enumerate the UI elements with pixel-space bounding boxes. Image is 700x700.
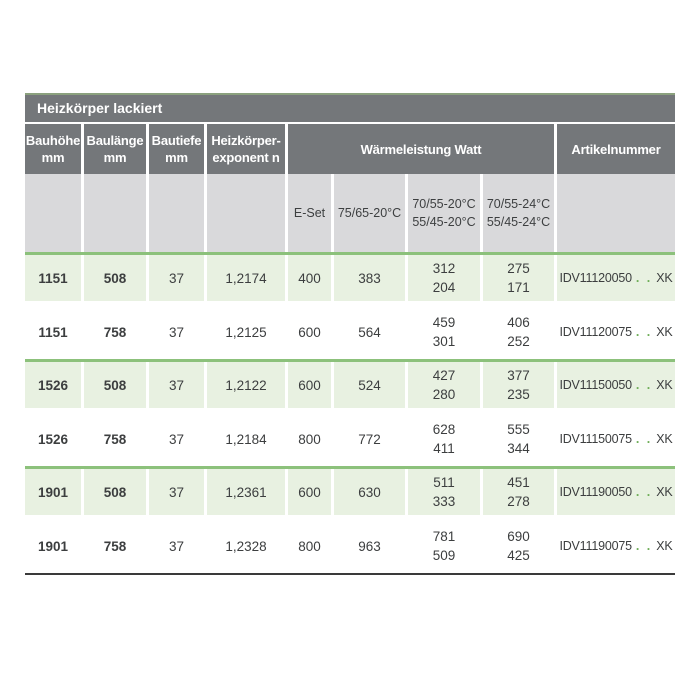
table-title: Heizkörper lackiert <box>37 100 163 116</box>
radiator-spec-table <box>25 93 675 575</box>
cell-bautiefe: 37 <box>149 362 207 408</box>
cell-bauhoehe: 1151 <box>25 255 84 301</box>
cell-artikelnummer <box>557 469 675 515</box>
header-bautiefe <box>149 124 207 174</box>
table-row <box>25 305 675 359</box>
header-exponent <box>207 124 288 174</box>
cell-bautiefe: 37 <box>149 255 207 301</box>
subheader-7055-24-line1: 70/55-24°C <box>486 197 551 211</box>
cell-eset-watt: 600 <box>288 305 334 359</box>
cell-baulaenge: 758 <box>84 305 149 359</box>
cell-watt-7055-24 <box>483 362 557 408</box>
watt-low: 425 <box>507 548 530 563</box>
cell-watt-7055-20 <box>408 519 483 573</box>
watt-high: 555 <box>507 422 530 437</box>
watt-low: 171 <box>507 280 530 295</box>
subheader-7565-label: 75/65-20°C <box>337 206 402 220</box>
cell-eset-watt: 800 <box>288 519 334 573</box>
header-bauhoehe <box>25 124 84 174</box>
cell-bauhoehe: 1526 <box>25 412 84 466</box>
subheader-eset <box>288 174 334 252</box>
header-artikelnummer-label: Artikelnummer <box>571 141 661 157</box>
watt-high: 459 <box>432 315 456 330</box>
artikel-color-dots: . . <box>635 485 653 499</box>
column-header-row <box>25 124 675 174</box>
artikel-prefix: IDV11190050 <box>559 485 632 499</box>
cell-bautiefe: 37 <box>149 469 207 515</box>
table-bottom-rule <box>25 573 675 575</box>
cell-baulaenge: 508 <box>84 255 149 301</box>
header-artikelnummer <box>557 124 675 174</box>
artikel-prefix: IDV11150050 <box>559 378 632 392</box>
cell-watt-7565: 383 <box>334 255 408 301</box>
artikel-color-dots: . . <box>635 432 653 446</box>
table-row <box>25 466 675 519</box>
header-waermeleistung <box>288 124 557 174</box>
artikel-color-dots: . . <box>635 325 653 339</box>
cell-watt-7565: 524 <box>334 362 408 408</box>
watt-high: 427 <box>432 368 456 383</box>
watt-high: 451 <box>507 475 530 490</box>
cell-watt-7055-20 <box>408 305 483 359</box>
watt-low: 411 <box>433 441 455 456</box>
cell-exponent: 1,2328 <box>207 519 288 573</box>
table-row <box>25 359 675 412</box>
subheader-empty-bauhoehe <box>25 174 84 252</box>
subheader-7565 <box>334 174 408 252</box>
header-bautiefe-unit: mm <box>165 150 188 165</box>
header-waermeleistung-label: Wärmeleistung Watt <box>360 141 482 157</box>
table-row <box>25 412 675 466</box>
watt-high: 628 <box>432 422 456 437</box>
header-exponent-line1: Heizkörper- <box>211 133 281 148</box>
watt-high: 781 <box>432 529 456 544</box>
subheader-empty-baulaenge <box>84 174 149 252</box>
watt-high: 511 <box>433 475 455 490</box>
watt-low: 204 <box>432 280 456 295</box>
cell-baulaenge: 758 <box>84 519 149 573</box>
artikel-suffix: XK <box>656 485 673 499</box>
cell-watt-7565: 963 <box>334 519 408 573</box>
cell-exponent: 1,2174 <box>207 255 288 301</box>
cell-exponent: 1,2361 <box>207 469 288 515</box>
table-row <box>25 519 675 573</box>
cell-eset-watt: 600 <box>288 469 334 515</box>
watt-low: 344 <box>507 441 530 456</box>
cell-baulaenge: 758 <box>84 412 149 466</box>
watt-low: 252 <box>507 334 530 349</box>
subheader-7055-20 <box>408 174 483 252</box>
cell-watt-7055-24 <box>483 519 557 573</box>
watt-low: 280 <box>432 387 456 402</box>
watt-low: 235 <box>507 387 530 402</box>
cell-exponent: 1,2122 <box>207 362 288 408</box>
header-baulaenge-label: Baulänge <box>86 133 144 148</box>
cell-exponent: 1,2125 <box>207 305 288 359</box>
artikel-suffix: XK <box>656 271 673 285</box>
header-exponent-line2: exponent n <box>212 150 280 165</box>
cell-eset-watt: 600 <box>288 362 334 408</box>
cell-eset-watt: 400 <box>288 255 334 301</box>
artikel-suffix: XK <box>656 432 673 446</box>
header-bauhoehe-unit: mm <box>41 150 65 165</box>
condition-subheader-row <box>25 174 675 252</box>
subheader-eset-label: E-Set <box>293 206 326 220</box>
watt-high: 312 <box>432 261 456 276</box>
artikel-color-dots: . . <box>635 378 653 392</box>
artikel-prefix: IDV11120050 <box>559 271 632 285</box>
cell-artikelnummer <box>557 412 675 466</box>
subheader-empty-exponent <box>207 174 288 252</box>
watt-high: 690 <box>507 529 530 544</box>
cell-watt-7055-24 <box>483 305 557 359</box>
cell-watt-7565: 564 <box>334 305 408 359</box>
subheader-7055-20-line2: 55/45-20°C <box>412 215 476 229</box>
cell-watt-7055-20 <box>408 469 483 515</box>
cell-bautiefe: 37 <box>149 412 207 466</box>
cell-bautiefe: 37 <box>149 305 207 359</box>
cell-watt-7055-20 <box>408 412 483 466</box>
watt-low: 301 <box>432 334 456 349</box>
cell-watt-7055-24 <box>483 469 557 515</box>
cell-eset-watt: 800 <box>288 412 334 466</box>
subheader-7055-24-line2: 55/45-24°C <box>486 215 551 229</box>
cell-watt-7055-24 <box>483 255 557 301</box>
artikel-suffix: XK <box>656 378 673 392</box>
header-baulaenge-unit: mm <box>103 150 127 165</box>
subheader-empty-artikel <box>557 174 675 252</box>
cell-bauhoehe: 1526 <box>25 362 84 408</box>
header-baulaenge <box>84 124 149 174</box>
table-row <box>25 252 675 305</box>
cell-watt-7055-20 <box>408 255 483 301</box>
watt-low: 509 <box>432 548 456 563</box>
cell-artikelnummer <box>557 255 675 301</box>
cell-artikelnummer <box>557 305 675 359</box>
cell-exponent: 1,2184 <box>207 412 288 466</box>
cell-artikelnummer <box>557 519 675 573</box>
watt-low: 278 <box>507 494 530 509</box>
cell-bauhoehe: 1901 <box>25 469 84 515</box>
cell-watt-7055-20 <box>408 362 483 408</box>
artikel-color-dots: . . <box>635 271 653 285</box>
artikel-prefix: IDV11190075 <box>559 539 632 553</box>
cell-bauhoehe: 1151 <box>25 305 84 359</box>
cell-artikelnummer <box>557 362 675 408</box>
cell-bauhoehe: 1901 <box>25 519 84 573</box>
cell-watt-7055-24 <box>483 412 557 466</box>
cell-baulaenge: 508 <box>84 362 149 408</box>
artikel-suffix: XK <box>656 539 673 553</box>
artikel-color-dots: . . <box>635 539 653 553</box>
artikel-prefix: IDV11120075 <box>559 325 632 339</box>
artikel-suffix: XK <box>656 325 673 339</box>
cell-watt-7565: 630 <box>334 469 408 515</box>
subheader-7055-24 <box>483 174 557 252</box>
watt-high: 275 <box>507 261 530 276</box>
subheader-7055-20-line1: 70/55-20°C <box>412 197 476 211</box>
header-bauhoehe-label: Bauhöhe <box>25 133 81 148</box>
header-bautiefe-label: Bautiefe <box>151 133 202 148</box>
table-title-bar <box>25 93 675 122</box>
artikel-prefix: IDV11150075 <box>559 432 632 446</box>
cell-bautiefe: 37 <box>149 519 207 573</box>
cell-baulaenge: 508 <box>84 469 149 515</box>
watt-high: 377 <box>507 368 530 383</box>
watt-low: 333 <box>432 494 456 509</box>
cell-watt-7565: 772 <box>334 412 408 466</box>
watt-high: 406 <box>507 315 530 330</box>
subheader-empty-bautiefe <box>149 174 207 252</box>
